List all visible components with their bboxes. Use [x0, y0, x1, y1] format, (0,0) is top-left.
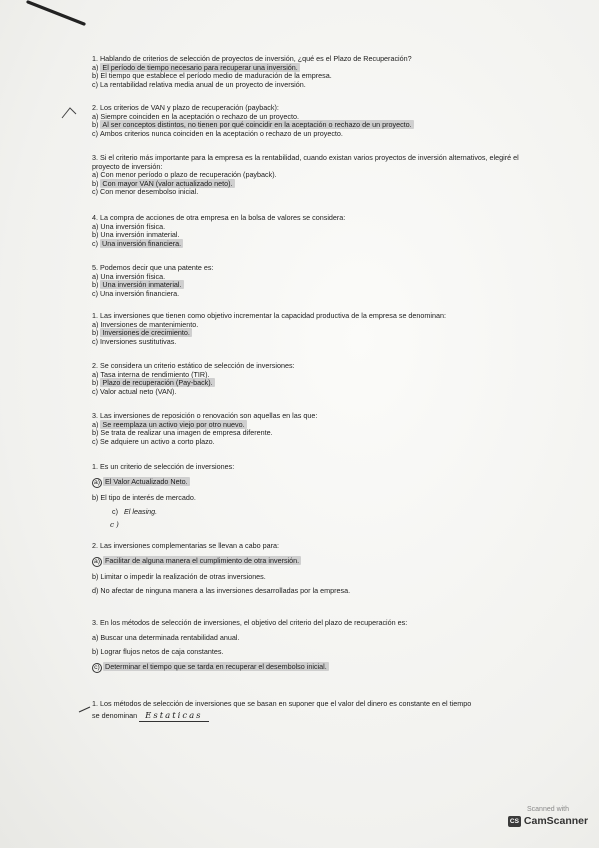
question-stem: 1. Hablando de criterios de selección de proyectos de inversión, ¿qué es el Plazo de Recuperación? — [92, 54, 412, 63]
option-text: Se trata de realizar una imagen de empresa diferente. — [100, 428, 273, 438]
answer-option — [92, 240, 532, 249]
option-letter: b) — [92, 230, 99, 240]
answer-option-b: b) El tipo de interés de mercado. — [92, 492, 196, 502]
answer-option-a: a) Buscar una determinada rentabilidad anual. — [92, 632, 240, 642]
question-block — [92, 104, 532, 138]
option-text: Se adquiere un activo a corto plazo. — [100, 436, 215, 446]
option-text: Con mayor VAN (valor actualizado neto). — [102, 178, 233, 188]
question-stem: 2. Se considera un criterio estático de selección de inversiones: — [92, 361, 295, 370]
answer-option-a — [92, 478, 532, 488]
answer-option-a — [92, 557, 532, 567]
option-text: Plazo de recuperación (Pay-back). — [102, 378, 213, 388]
handwritten-mark — [92, 521, 532, 530]
question-stem: 1. Los métodos de selección de inversiones que se basan en suponer que el valor del dinero es constante en el tiempo — [92, 699, 472, 708]
question-stem: 1. Es un criterio de selección de inversiones: — [92, 462, 235, 471]
question-block — [92, 214, 532, 248]
question-stem: 3. Las inversiones de reposición o renovación son aquellas en las que: — [92, 411, 318, 420]
circled-letter: a) — [93, 557, 101, 565]
option-text: Una inversión inmaterial. — [102, 280, 182, 290]
option-text: Inversiones sustitutivas. — [100, 336, 177, 346]
answer-option-c — [92, 663, 532, 673]
option-letter: a) — [92, 419, 99, 429]
option-letter: c) — [92, 187, 98, 197]
question-block — [92, 412, 532, 446]
option-text: Una inversión inmaterial. — [100, 230, 180, 240]
option-text: Tasa interna de rendimiento (TIR). — [100, 369, 210, 379]
answer-option-c — [92, 508, 532, 517]
watermark-caption: Scanned with — [526, 806, 570, 813]
highlighted-answer: El Valor Actualizado Neto. — [105, 476, 188, 486]
question-block — [92, 312, 532, 346]
option-letter: a) — [92, 221, 99, 231]
option-letter: c) — [112, 507, 118, 517]
option-text: Con menor período o plazo de recuperación (payback). — [100, 170, 277, 180]
answer-option — [92, 438, 532, 447]
question-block — [92, 362, 532, 396]
option-letter: b) — [92, 120, 99, 130]
question-block — [92, 154, 532, 197]
option-text: Una inversión financiera. — [100, 288, 180, 298]
answer-option — [92, 338, 532, 347]
option-text: El tiempo que establece el período medio de maduración de la empresa. — [100, 71, 332, 81]
option-letter: a) — [92, 111, 99, 121]
option-text: Inversiones de crecimiento. — [102, 328, 190, 338]
option-letter: c) — [92, 436, 98, 446]
question-block — [92, 264, 532, 298]
option-letter: c) — [92, 386, 98, 396]
option-letter: a) — [92, 319, 99, 329]
arrow-mark-icon — [60, 104, 82, 120]
handwritten-answer: Estaticas — [139, 711, 208, 722]
option-text: Se reemplaza un activo viejo por otro nuevo. — [102, 419, 245, 429]
question-stem-continued — [92, 712, 532, 721]
option-text: Con menor desembolso inicial. — [100, 187, 199, 197]
option-letter: b) — [92, 428, 99, 438]
question-stem: 2. Los criterios de VAN y plazo de recuperación (payback): — [92, 103, 279, 112]
answer-option-b: b) Lograr flujos netos de caja constantes. — [92, 647, 224, 657]
handwritten-letter: c) — [110, 519, 121, 529]
option-text: Una inversión física. — [100, 271, 166, 281]
option-letter: a) — [92, 369, 99, 379]
camscanner-logo-icon: CS — [509, 817, 519, 825]
highlighted-answer: Determinar el tiempo que se tarda en recuperar el desembolso inicial. — [105, 661, 327, 671]
answer-option-b: b) Limitar o impedir la realización de otras inversiones. — [92, 571, 266, 581]
question-lower-3 — [92, 619, 532, 676]
option-text: Inversiones de mantenimiento. — [100, 319, 199, 329]
option-letter: b) — [92, 178, 99, 188]
question-stem: 5. Podemos decir que una patente es: — [92, 263, 214, 272]
option-letter: b) — [92, 378, 99, 388]
option-text: El leasing. — [124, 507, 158, 517]
option-text: Una inversión financiera. — [102, 238, 182, 248]
option-text: El período de tiempo necesario para recuperar una inversión. — [102, 62, 298, 72]
option-letter: a) — [92, 271, 99, 281]
question-lower-2 — [92, 542, 532, 599]
option-letter: c) — [92, 79, 98, 89]
question-lower-1 — [92, 463, 532, 532]
option-letter: a) — [92, 170, 99, 180]
answer-option-d: d) No afectar de ninguna manera a las inversiones desarrolladas por la empresa. — [92, 586, 351, 596]
option-letter: b) — [92, 71, 99, 81]
option-letter: c) — [92, 128, 98, 138]
watermark-brand: CamScanner — [523, 815, 589, 827]
question-lower-4 — [92, 700, 532, 723]
stem-text: se denominan — [92, 710, 138, 720]
option-text: Siempre coinciden en la aceptación o rechazo de un proyecto. — [100, 111, 299, 121]
answer-option — [92, 130, 532, 139]
circled-letter: c) — [92, 663, 102, 673]
question-stem: 1. Las inversiones que tienen como objetivo incrementar la capacidad productiva de la empresa se denominan: — [92, 311, 446, 320]
question-block — [92, 55, 532, 89]
question-stem: 3. Si el criterio más importante para la empresa es la rentabilidad, cuando existan varios proyectos de inversión alternativos, elegiré el proyecto de inversión: — [92, 153, 519, 171]
highlighted-answer: Facilitar de alguna manera el cumplimiento de otra inversión. — [105, 555, 300, 565]
option-letter: c) — [92, 336, 98, 346]
answer-option — [92, 81, 532, 90]
pen-stroke-mark — [0, 0, 90, 30]
option-text: Una inversión física. — [100, 221, 166, 231]
answer-option — [92, 290, 532, 299]
question-stem: 2. Las inversiones complementarias se llevan a cabo para: — [92, 541, 279, 550]
option-text: Valor actual neto (VAN). — [100, 386, 177, 396]
option-letter: a) — [92, 62, 99, 72]
option-letter: c) — [92, 288, 98, 298]
question-stem: 4. La compra de acciones de otra empresa en la bolsa de valores se considera: — [92, 213, 346, 222]
option-text: Al ser conceptos distintos, no tienen por qué coincidir en la aceptación o rechazo de un proyecto. — [102, 120, 412, 130]
answer-option — [92, 388, 532, 397]
option-text: La rentabilidad relativa media anual de un proyecto de inversión. — [100, 79, 306, 89]
circled-letter: a) — [93, 478, 101, 486]
option-letter: b) — [92, 328, 99, 338]
option-letter: c) — [92, 238, 98, 248]
answer-option — [92, 188, 532, 197]
camscanner-watermark — [505, 806, 591, 840]
option-text: Ambos criterios nunca coinciden en la aceptación o rechazo de un proyecto. — [100, 128, 343, 138]
question-stem: 3. En los métodos de selección de inversiones, el objetivo del criterio del plazo de recuperación es: — [92, 618, 408, 627]
arrow-mark-icon — [78, 704, 92, 714]
option-letter: b) — [92, 280, 99, 290]
